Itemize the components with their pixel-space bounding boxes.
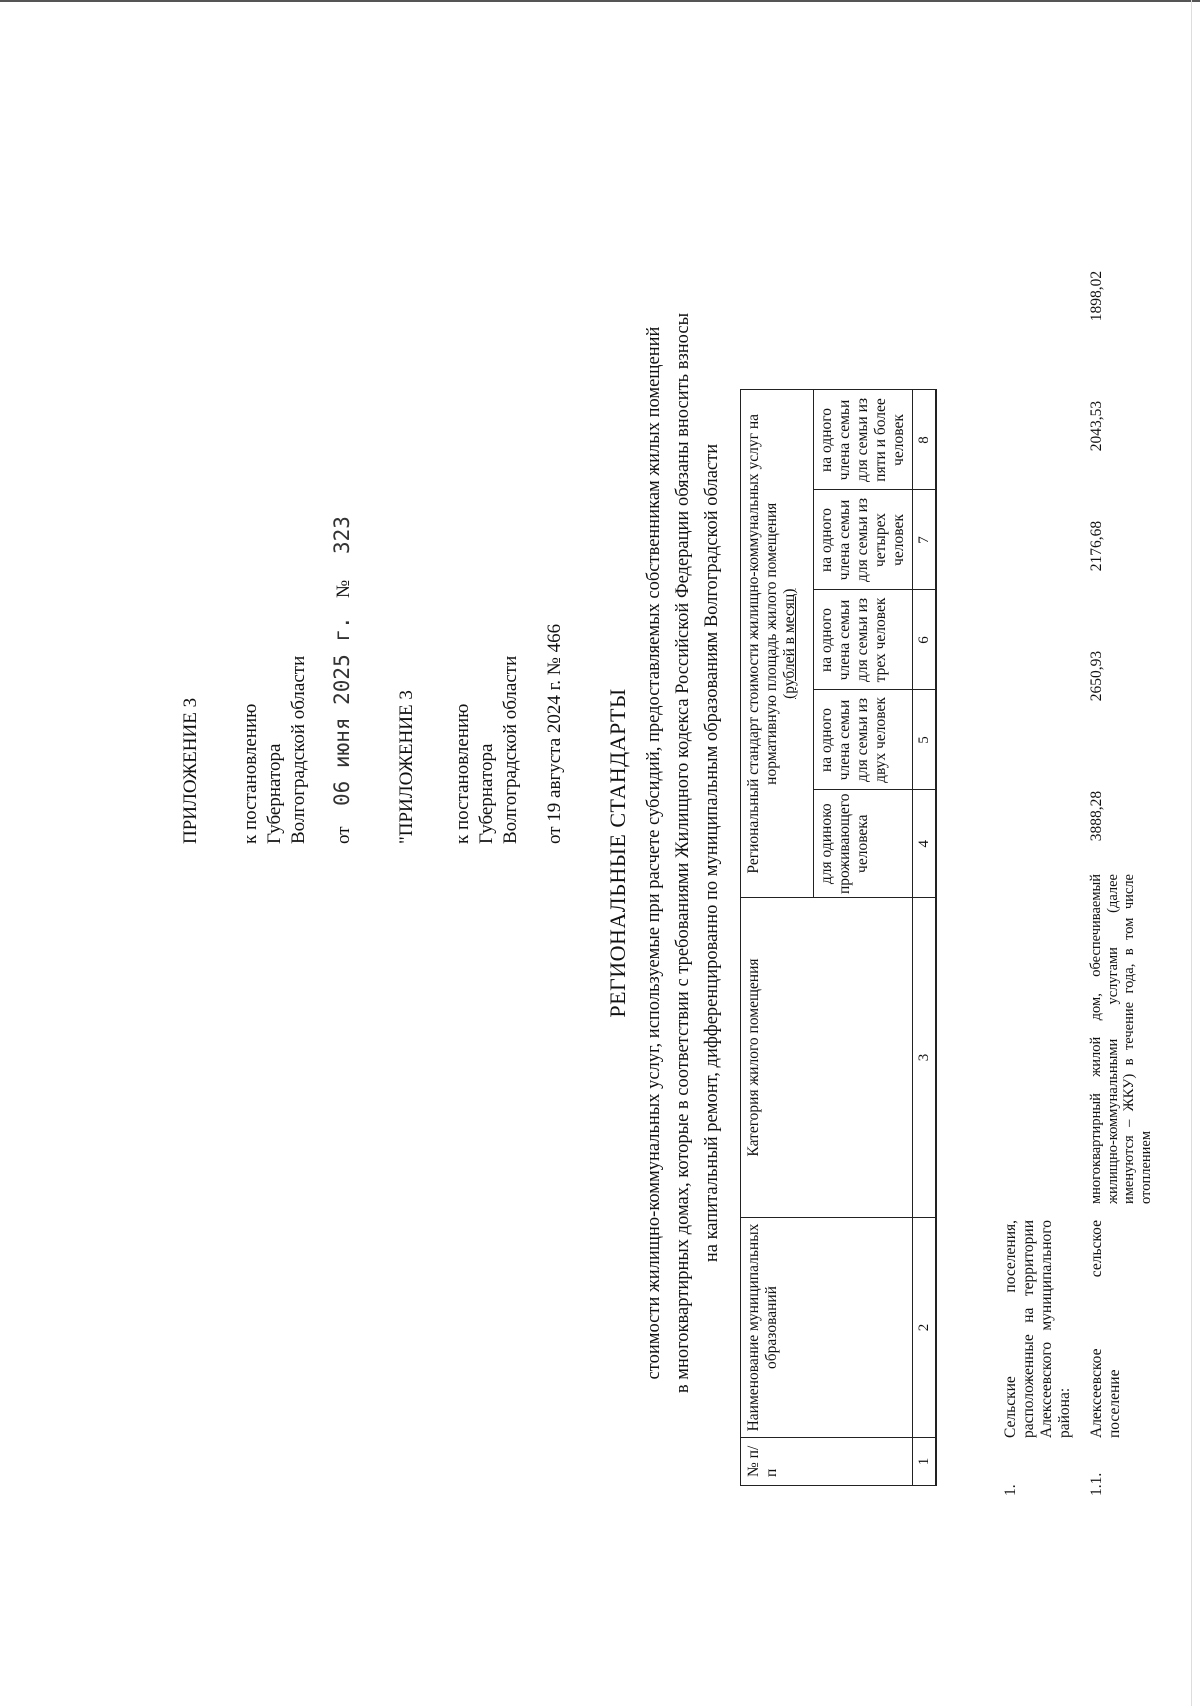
row-value-single: 3888,28	[1088, 790, 1105, 842]
appendix-title: ПРИЛОЖЕНИЕ 3	[180, 697, 201, 844]
header-col-two: на одного члена семьи для семьи из двух человек	[814, 690, 913, 790]
row-value-four: 2043,53	[1088, 400, 1105, 452]
appendix-number-value: 323	[330, 516, 354, 554]
col-number: 3	[913, 898, 937, 1218]
subtitle-line: стоимости жилищно-коммунальных услуг, используемые при расчете субсидий, предоставляемых собственникам жилых помещений	[644, 326, 664, 1380]
header-col-five-plus: на одного члена семьи для семьи из пяти и более человек	[814, 390, 913, 490]
row-value-five-plus: 1898,02	[1088, 270, 1105, 322]
header-unit: (рублей в месяц)	[781, 588, 798, 699]
table-row	[1088, 270, 1178, 1496]
col-number: 2	[913, 1218, 937, 1438]
header-name: Наименование муниципальных образований	[741, 1218, 913, 1438]
appendix-region: Волгоградской области	[288, 655, 309, 844]
row-category: многоквартирный жилой дом, обеспечиваемый жилищно-коммунальными услугами (далее именуются – ЖКУ) в течение года, в том числе отоплением	[1088, 874, 1154, 1204]
table-row	[1002, 396, 1072, 1496]
prev-appendix-date: от 19 августа 2024 г. № 466	[544, 623, 565, 844]
row-value-two: 2650,93	[1088, 650, 1105, 702]
appendix-date-prefix: от	[333, 826, 354, 844]
subtitle-line: в многоквартирных домах, которые в соответствии с требованиями Жилищного кодекса Российской Федерации обязаны вносить взносы	[673, 312, 693, 1394]
document-title: РЕГИОНАЛЬНЫЕ СТАНДАРТЫ	[605, 688, 630, 1018]
col-number: 4	[913, 790, 937, 898]
header-no: № п/п	[741, 1438, 913, 1486]
header-col-single: для одиноко проживающего человека	[814, 790, 913, 898]
prev-appendix-governor: Губернатора	[476, 743, 497, 844]
col-number: 7	[913, 490, 937, 590]
row-name: Алексеевское сельское поселение	[1088, 1220, 1123, 1438]
header-standard	[741, 390, 814, 898]
col-number: 6	[913, 590, 937, 690]
subtitle-line: на капитальный ремонт, дифференцированно по муниципальным образованиям Волгоградской области	[702, 443, 722, 1263]
header-standard-text: Региональный стандарт стоимости жилищно-коммунальных услуг на нормативную площадь жилого помещения	[745, 413, 780, 874]
prev-appendix-title: "ПРИЛОЖЕНИЕ 3	[396, 690, 417, 844]
row-name: Сельские поселения, расположенные на территории Алексеевского муниципального района:	[1002, 1220, 1073, 1438]
header-col-four: на одного члена семьи для семьи из четырех человек	[814, 490, 913, 590]
header-category: Категория жилого помещения	[741, 898, 913, 1218]
row-number: 1.	[1002, 1484, 1019, 1496]
col-number: 8	[913, 390, 937, 490]
standards-table	[740, 389, 937, 1486]
row-number: 1.1.	[1088, 1472, 1105, 1496]
appendix-to: к постановлению	[240, 703, 261, 844]
appendix-date-value: 06 июня 2025 г.	[330, 616, 354, 806]
row-value-three: 2176,68	[1088, 520, 1105, 572]
prev-appendix-region: Волгоградской области	[500, 655, 521, 844]
document-subtitle	[640, 200, 727, 1506]
header-col-three: на одного члена семьи для семьи из трех человек	[814, 590, 913, 690]
appendix-governor: Губернатора	[264, 743, 285, 844]
appendix-number-sign: №	[333, 579, 354, 598]
prev-appendix-to: к постановлению	[452, 703, 473, 844]
col-number: 1	[913, 1438, 937, 1486]
col-number: 5	[913, 690, 937, 790]
